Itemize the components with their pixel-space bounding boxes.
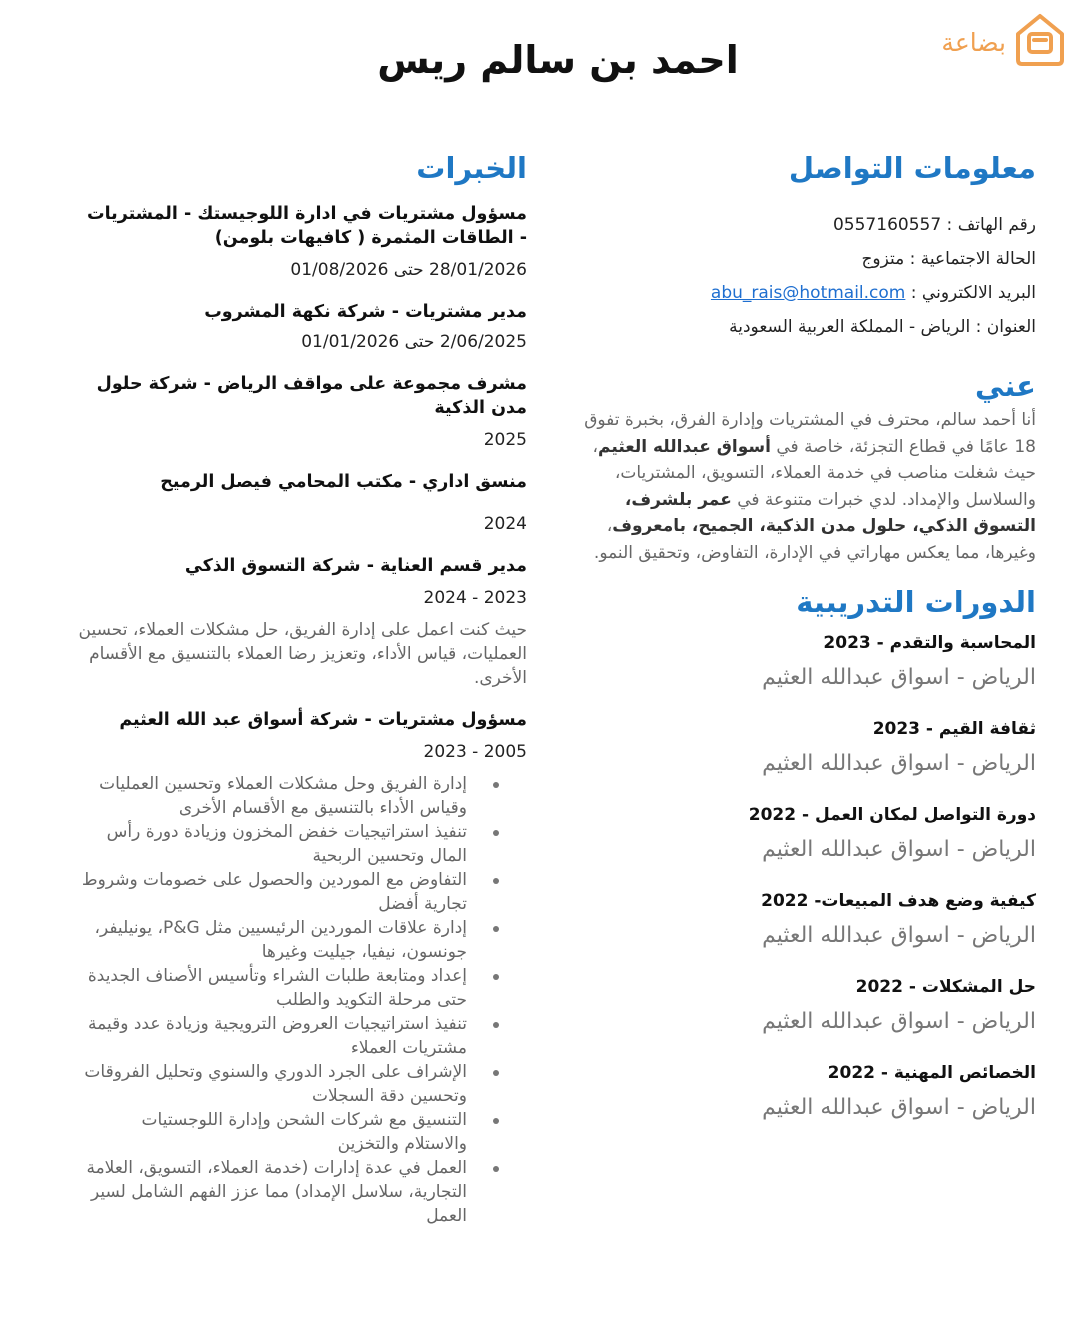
course-title: دورة التواصل لمكان العمل - 2022	[748, 805, 1036, 826]
experience-section	[77, 150, 527, 1228]
email-link[interactable]: abu_rais@hotmail.com	[710, 282, 906, 303]
job-title: مسؤول مشتريات في ادارة اللوجيستك - المشتريات - الطاقات المثمرة ( كافيهات بلومن)	[87, 203, 527, 248]
about-text-part: أنا أحمد سالم، محترف في المشتريات وإدارة الفرق، بخبرة تفوق 18 عامًا في قطاع التجزئة، خاصة في	[584, 410, 1036, 457]
course-item	[580, 974, 1036, 1038]
job-date: 2005 - 2023	[423, 741, 527, 762]
about-section	[580, 368, 1036, 567]
about-text	[580, 407, 1036, 566]
course-item	[580, 630, 1036, 694]
about-title: عني	[975, 368, 1036, 403]
course-title: حل المشكلات - 2022	[855, 977, 1036, 998]
duty-item: إدارة علاقات الموردين الرئيسيين مثل P&G، يونيليفر، جونسون، نيفيا، جيليت وغيرها	[77, 916, 503, 964]
about-highlight: أسواق عبدالله العثيم	[598, 436, 771, 457]
courses-title: الدورات التدريبية	[796, 585, 1036, 620]
job-item	[77, 708, 527, 1228]
course-place: الرياض - اسواق عبدالله العثيم	[762, 837, 1036, 863]
duty-item: تنفيذ استراتيجيات العروض الترويجية وزيادة عدد وقيمة مشتريات العملاء	[77, 1012, 503, 1060]
job-title: مشرف مجموعة على مواقف الرياض - شركة حلول مدن الذكية	[96, 373, 527, 418]
contact-title: معلومات التواصل	[788, 151, 1036, 185]
duty-item: إعداد ومتابعة طلبات الشراء وتأسيس الأصناف الجديدة حتى مرحلة التكويد والطلب	[77, 964, 503, 1012]
about-text-part: ، حيث شغلت مناصب في خدمة العملاء، التسويق، المشتريات، والسلاسل والإمداد. لدي خبرات متنوعة في	[592, 436, 1036, 510]
course-place: الرياض - اسواق عبدالله العثيم	[762, 1095, 1036, 1121]
job-item	[77, 372, 527, 452]
job-item	[77, 300, 527, 354]
duty-item: الإشراف على الجرد الدوري والسنوي وتحليل الفروقات وتحسين دقة السجلات	[77, 1060, 503, 1108]
job-title: مسؤول مشتريات - شركة أسواق عبد الله العثيم	[119, 709, 527, 730]
page-title: احمد بن سالم ريس	[377, 38, 739, 82]
job-date: 2024	[483, 513, 527, 534]
course-item	[580, 888, 1036, 952]
marital-line: الحالة الاجتماعية : متزوج	[861, 248, 1036, 269]
duty-item: إدارة الفريق وحل مشكلات العملاء وتحسين العمليات وقياس الأداء بالتنسيق مع الأقسام الأخرى	[77, 772, 503, 820]
address-line: العنوان : الرياض - المملكة العربية السعودية	[729, 316, 1036, 337]
course-title: كيفية وضع هدف المبيعات- 2022	[761, 891, 1036, 912]
course-item	[580, 1060, 1036, 1124]
job-item	[77, 554, 527, 690]
duty-item: العمل في عدة إدارات (خدمة العملاء، التسويق، العلامة التجارية، سلاسل الإمداد) مما عزز الفهم الشامل لسير العمل	[77, 1156, 503, 1228]
courses-section	[580, 584, 1036, 1124]
right-column	[580, 150, 1036, 1146]
duty-item: تنفيذ استراتيجيات خفض المخزون وزيادة دورة رأس المال وتحسين الربحية	[77, 820, 503, 868]
course-title: المحاسبة والتقدم - 2023	[823, 633, 1036, 654]
course-place: الرياض - اسواق عبدالله العثيم	[762, 751, 1036, 777]
email-label: البريد الالكتروني :	[910, 282, 1036, 303]
course-place: الرياض - اسواق عبدالله العثيم	[762, 923, 1036, 949]
job-date: 2023 - 2024	[423, 587, 527, 608]
course-item	[580, 716, 1036, 780]
brand-name: بضاعة	[941, 28, 1006, 57]
job-date: 2/06/2025 حتى 01/01/2026	[301, 331, 527, 352]
job-item	[77, 202, 527, 282]
course-place: الرياض - اسواق عبدالله العثيم	[762, 665, 1036, 691]
about-highlight: عمر بلشرف، التسوق الذكي، حلول مدن الذكية، الجميح، بامعروف	[612, 489, 1036, 537]
course-title: الخصائص المهنية - 2022	[827, 1063, 1036, 1084]
about-text-part: ، وغيرها، مما يعكس مهاراتي في الإدارة، التفاوض، وتحقيق النمو.	[593, 516, 1036, 563]
contact-section	[580, 150, 1036, 344]
course-title: ثقافة القيم - 2023	[872, 719, 1036, 740]
duty-item: التفاوض مع الموردين والحصول على خصومات وشروط تجارية أفضل	[77, 868, 503, 916]
email-line	[580, 276, 1036, 310]
job-item	[77, 470, 527, 536]
job-title: منسق اداري - مكتب المحامي فيصل الرميح	[160, 471, 527, 492]
phone-line: رقم الهاتف : 0557160557	[832, 214, 1036, 235]
duties-list	[77, 772, 503, 1228]
course-item	[580, 802, 1036, 866]
experience-title: الخبرات	[416, 151, 527, 185]
course-place: الرياض - اسواق عبدالله العثيم	[762, 1009, 1036, 1035]
job-date: 2025	[483, 429, 527, 450]
job-title: مدير قسم العناية - شركة التسوق الذكي	[184, 555, 527, 576]
duty-item: التنسيق مع شركات الشحن وإدارة اللوجستيات والاستلام والتخزين	[77, 1108, 503, 1156]
job-description: حيث كنت اعمل على إدارة الفريق، حل مشكلات العملاء، تحسين العمليات، قياس الأداء، وتعزيز رضا العملاء بالتنسيق مع الأقسام الأخرى.	[78, 619, 527, 688]
job-title: مدير مشتريات - شركة نكهة المشروب	[204, 301, 527, 322]
job-date: 28/01/2026 حتى 01/08/2026	[290, 259, 527, 280]
